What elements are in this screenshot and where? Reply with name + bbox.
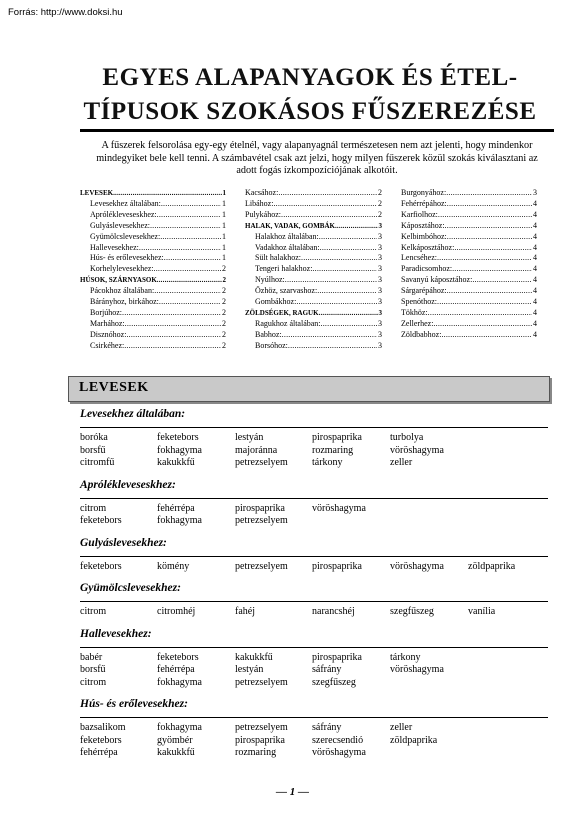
spice-item: fokhagyma [157, 444, 202, 456]
toc-page: 3 [378, 286, 382, 296]
toc-entry[interactable] [401, 286, 537, 297]
toc-label: Káposztához: [401, 220, 445, 230]
toc-chapter[interactable] [245, 308, 382, 319]
page-title-line-2: TÍPUSOK SZOKÁSOS FŰSZEREZÉSE [83, 98, 537, 125]
toc-leader [428, 308, 532, 319]
toc-page: 2 [222, 286, 226, 296]
toc-page: 4 [533, 307, 537, 317]
toc-page: 1 [222, 231, 226, 241]
toc-page: 4 [533, 297, 537, 307]
spice-item: vöröshagyma [390, 444, 444, 456]
toc-page: 4 [533, 231, 537, 241]
spice-item: kakukkfű [235, 651, 273, 663]
spice-item: majoránna [235, 444, 278, 456]
toc-page: 2 [222, 264, 226, 274]
toc-column-3 [401, 188, 537, 341]
toc-entry[interactable] [401, 264, 537, 275]
toc-entry[interactable] [245, 319, 382, 330]
toc-leader [154, 264, 221, 275]
toc-leader [454, 243, 532, 254]
toc-label: Kelbimbóhoz: [401, 231, 447, 241]
spice-item: feketebors [157, 651, 199, 663]
toc-page: 4 [533, 329, 537, 339]
spice-item: tárkony [312, 457, 343, 468]
toc-leader [320, 243, 377, 254]
spice-item: fokhagyma [157, 722, 202, 733]
spice-item: petrezselyem [235, 676, 288, 688]
spice-item: narancshéj [312, 606, 355, 617]
toc-label: Hallevesekhez: [90, 242, 139, 252]
toc-entry[interactable] [245, 243, 382, 254]
spice-item: szegfűszeg [390, 606, 434, 617]
toc-label: Vadakhoz általában: [255, 242, 320, 252]
toc-page: 3 [378, 329, 382, 339]
toc-column-2 [245, 188, 382, 352]
toc-leader [301, 253, 377, 264]
spice-item: zeller [390, 457, 413, 468]
toc-label: Korhelylevesekhez: [90, 264, 154, 274]
toc-page: 2 [378, 198, 382, 208]
spice-item: pirospaprika [312, 560, 362, 572]
toc-leader [441, 330, 532, 341]
toc-page: 4 [533, 220, 537, 230]
toc-leader [437, 253, 532, 264]
toc-label: Hús- és erőlevesekhez: [90, 253, 164, 263]
section-title: Hallevesekhez: [80, 627, 152, 640]
toc-leader [282, 330, 377, 341]
toc-label: Aprólékleveseskhez: [90, 209, 157, 219]
toc-entry[interactable] [245, 264, 382, 275]
toc-entry[interactable] [80, 232, 226, 243]
spice-item: zöldpaprika [468, 560, 516, 572]
toc-leader [157, 275, 222, 286]
toc-column-1 [80, 188, 226, 352]
toc-leader [139, 243, 221, 254]
section-title: Aprólékleveseskhez: [80, 478, 176, 491]
spice-item: citrom [80, 676, 107, 688]
toc-page: 4 [533, 286, 537, 296]
toc-entry[interactable] [245, 330, 382, 341]
toc-label: Borjúhoz: [90, 307, 122, 317]
toc-label: Gyümölcslevesekhez: [90, 231, 161, 241]
spice-item: sáfrány [312, 722, 342, 733]
toc-page: 2 [222, 297, 226, 307]
toc-label: Nyúlhoz: [255, 275, 285, 285]
toc-entry[interactable] [80, 199, 226, 210]
toc-entry[interactable] [245, 253, 382, 264]
toc-leader [273, 199, 377, 210]
toc-chapter[interactable] [80, 188, 226, 199]
chapter-title: LEVESEK [79, 380, 149, 395]
spice-item: fokhagyma [157, 676, 202, 688]
intro-paragraph: A fűszerek felsorolása egy-egy ételnél, vagy alapanyagnál természetesen nem azt jelenti, hogy mindenkor mindegyiket bele kell tenni. A számbavétel csak azt jelzi, hogy milyen fűszerek közül szokás kiválasztani az adott fogás ízkompozíciójának alkotóit. [96, 140, 538, 177]
toc-label: Paradicsomhoz: [401, 264, 453, 274]
toc-page: 2 [222, 276, 226, 285]
toc-leader [447, 232, 532, 243]
toc-leader [437, 297, 532, 308]
toc-page: 1 [222, 220, 226, 230]
spice-item: fehérrépa [157, 502, 195, 514]
spice-item: fahéj [235, 606, 255, 617]
toc-entry[interactable] [245, 286, 382, 297]
section-rule [80, 717, 548, 718]
toc-leader [312, 264, 377, 275]
toc-page: 4 [533, 318, 537, 328]
toc-label: Lencséhez: [401, 253, 437, 263]
toc-leader [438, 210, 532, 221]
toc-label: Bárányhoz, birkához: [90, 297, 159, 307]
toc-label: Borsóhoz: [255, 340, 288, 350]
toc-entry[interactable] [401, 199, 537, 210]
spice-item: citrom [80, 606, 107, 617]
spice-item: boróka [80, 432, 108, 443]
spice-item: borsfű [80, 444, 106, 456]
spice-item: kakukkfű [157, 747, 195, 758]
spice-item: lestyán [235, 432, 264, 443]
spice-item: babér [80, 651, 103, 663]
toc-page: 2 [222, 318, 226, 328]
toc-label: Karfiolhoz: [401, 209, 438, 219]
toc-page: 3 [378, 242, 382, 252]
toc-entry[interactable] [401, 319, 537, 330]
toc-leader [285, 275, 377, 286]
spice-item: bazsalikom [80, 722, 126, 733]
spice-item: citrom [80, 502, 107, 514]
toc-leader [157, 210, 221, 221]
toc-label: Fehérrépához: [401, 198, 447, 208]
toc-page: 3 [378, 308, 382, 317]
toc-leader [281, 210, 377, 221]
spice-item: petrezselyem [235, 560, 288, 572]
spice-item: pirospaprika [235, 502, 285, 514]
toc-page: 1 [222, 198, 226, 208]
toc-leader [278, 188, 377, 199]
toc-label: Zöldbabhoz: [401, 329, 442, 339]
toc-entry[interactable] [401, 210, 537, 221]
toc-label: Libához: [245, 198, 274, 208]
toc-label: Zellerhez: [401, 318, 434, 328]
toc-page: 2 [222, 329, 226, 339]
spice-item: fehérrépa [157, 664, 195, 675]
toc-leader [160, 232, 221, 243]
spice-item: vöröshagyma [312, 502, 366, 514]
toc-page: 1 [222, 189, 226, 197]
toc-entry[interactable] [80, 243, 226, 254]
spice-item: petrezselyem [235, 515, 288, 526]
section-title: Gulyáslevesekhez: [80, 536, 167, 549]
section-title: Gyümölcslevesekhez: [80, 582, 181, 594]
toc-entry[interactable] [80, 210, 226, 221]
toc-label: Ragukhoz általában: [255, 318, 321, 328]
spice-item: feketebors [157, 432, 199, 443]
toc-page: 3 [378, 264, 382, 274]
spice-item: fokhagyma [157, 515, 202, 526]
toc-page: 1 [222, 209, 226, 219]
toc-page: 4 [533, 209, 537, 219]
toc-page: 4 [533, 253, 537, 263]
spice-item: lestyán [235, 664, 264, 675]
toc-entry[interactable] [80, 253, 226, 264]
toc-leader [288, 341, 377, 352]
toc-page: 1 [222, 242, 226, 252]
toc-page: 2 [378, 209, 382, 219]
toc-leader [472, 275, 532, 286]
spice-item: rozmaring [312, 444, 354, 456]
source-link[interactable]: Forrás: http://www.doksi.hu [8, 7, 123, 18]
toc-label: Kelkáposztához: [401, 242, 455, 252]
toc-page: 4 [533, 275, 537, 285]
spice-item: turbolya [390, 432, 424, 443]
toc-page: 4 [533, 242, 537, 252]
toc-label: Sült halakhoz: [255, 253, 301, 263]
section-rule [80, 601, 548, 602]
spice-item: tárkony [390, 651, 421, 663]
section-rule [80, 556, 548, 557]
toc-page: 3 [378, 340, 382, 350]
spice-item: vöröshagyma [312, 747, 366, 758]
section-title: Hús- és erőlevesekhez: [80, 698, 188, 710]
toc-page: 3 [378, 253, 382, 263]
toc-leader [154, 286, 221, 297]
spice-item: vanília [468, 606, 496, 617]
toc-entry[interactable] [245, 199, 382, 210]
toc-entry[interactable] [401, 221, 537, 232]
toc-entry[interactable] [401, 297, 537, 308]
toc-label: Pácokhoz általában: [90, 286, 155, 296]
spice-item: citromhéj [157, 606, 196, 617]
toc-entry[interactable] [401, 275, 537, 286]
toc-page: 3 [378, 275, 382, 285]
toc-leader [122, 308, 221, 319]
toc-page: 3 [378, 231, 382, 241]
spice-item: borsfű [80, 664, 106, 675]
toc-label: Babhoz: [255, 329, 282, 339]
spice-item: vöröshagyma [390, 664, 444, 675]
toc-entry[interactable] [80, 308, 226, 319]
toc-page: 2 [222, 340, 226, 350]
toc-entry[interactable] [80, 319, 226, 330]
spice-item: fehérrépa [80, 747, 118, 758]
toc-entry[interactable] [401, 188, 537, 199]
spice-item: feketebors [80, 734, 122, 746]
toc-label: Tengeri halakhoz: [255, 264, 313, 274]
toc-leader [445, 221, 532, 232]
toc-page: 3 [533, 188, 537, 197]
toc-label: HALAK, VADAK, GOMBÁK [245, 221, 335, 230]
toc-leader [433, 319, 532, 330]
toc-leader [159, 297, 221, 308]
toc-page: 4 [533, 264, 537, 274]
spice-item: kakukkfű [157, 457, 195, 468]
toc-entry[interactable] [245, 297, 382, 308]
toc-entry[interactable] [401, 330, 537, 341]
toc-label: Kacsához: [245, 188, 279, 197]
toc-entry[interactable] [80, 286, 226, 297]
spice-item: vöröshagyma [390, 560, 444, 572]
toc-label: Halakhoz általában: [255, 231, 319, 241]
toc-label: Sárgarépához: [401, 286, 447, 296]
toc-leader [164, 253, 221, 264]
toc-label: Gulyáslevesekhez: [90, 220, 150, 230]
toc-entry[interactable] [245, 341, 382, 352]
section-rule [80, 647, 548, 648]
spice-item: petrezselyem [235, 722, 288, 733]
toc-entry[interactable] [245, 188, 382, 199]
toc-leader [447, 286, 532, 297]
toc-label: Burgonyához: [401, 188, 447, 197]
toc-chapter[interactable] [245, 221, 382, 232]
toc-leader [126, 330, 221, 341]
toc-label: LEVESEK [80, 189, 114, 197]
spice-item: feketebors [80, 560, 122, 572]
toc-page: 3 [378, 297, 382, 307]
toc-leader [113, 188, 221, 199]
spice-item: zöldpaprika [390, 734, 438, 746]
spice-item: gyömbér [157, 734, 193, 746]
toc-page: 2 [378, 188, 382, 197]
toc-leader [319, 308, 378, 319]
toc-entry[interactable] [245, 210, 382, 221]
toc-entry[interactable] [245, 232, 382, 243]
spice-item: zeller [390, 722, 413, 733]
chapter-header [68, 376, 550, 402]
toc-entry[interactable] [401, 232, 537, 243]
section-title: Levesekhez általában: [80, 408, 186, 420]
page-title-line-1: EGYES ALAPANYAGOK ÉS ÉTEL- [102, 64, 518, 91]
toc-entry[interactable] [80, 297, 226, 308]
toc-leader [296, 297, 377, 308]
toc-label: Gombákhoz: [255, 297, 297, 307]
spice-item: sáfrány [312, 664, 342, 675]
toc-label: Tökhöz: [401, 307, 428, 317]
toc-label: Marhához: [90, 318, 125, 328]
toc-leader [150, 221, 221, 232]
toc-label: Savanyú káposztához: [401, 275, 473, 285]
toc-entry[interactable] [80, 341, 226, 352]
toc-label: HÚSOK, SZÁRNYASOK [80, 276, 157, 285]
spice-item: szerecsendió [312, 734, 364, 746]
toc-entry[interactable] [401, 253, 537, 264]
toc-leader [321, 319, 377, 330]
toc-entry[interactable] [245, 275, 382, 286]
toc-page: 3 [378, 221, 382, 230]
toc-entry[interactable] [80, 221, 226, 232]
toc-label: Pulykához: [245, 209, 281, 219]
toc-label: Őzhöz, szarvashoz: [255, 286, 318, 296]
toc-label: Spenóthoz: [401, 297, 437, 307]
title-rule [80, 129, 554, 132]
toc-leader [161, 199, 221, 210]
toc-leader [317, 286, 377, 297]
toc-entry[interactable] [80, 264, 226, 275]
toc-label: ZÖLDSÉGEK, RAGUK [245, 308, 319, 317]
toc-label: Levesekhez általában: [90, 198, 161, 208]
spice-item: pirospaprika [235, 734, 285, 746]
section-rule [80, 427, 548, 428]
spice-item: petrezselyem [235, 457, 288, 468]
toc-entry[interactable] [80, 330, 226, 341]
spice-item: pirospaprika [312, 651, 362, 663]
toc-leader [125, 319, 221, 330]
toc-leader [319, 232, 377, 243]
toc-page: 2 [222, 307, 226, 317]
toc-page: 4 [533, 198, 537, 208]
spice-item: citromfű [80, 457, 115, 468]
spice-item: feketebors [80, 515, 122, 526]
section-rule [80, 498, 548, 499]
toc-leader [447, 199, 532, 210]
toc-leader [124, 341, 221, 352]
toc-leader [446, 188, 532, 199]
toc-entry[interactable] [401, 308, 537, 319]
toc-label: Csirkéhez: [90, 340, 125, 350]
toc-page: 3 [378, 318, 382, 328]
spice-item: szegfűszeg [312, 676, 356, 688]
spice-item: rozmaring [235, 747, 277, 758]
toc-label: Disznóhoz: [90, 329, 127, 339]
spice-item: kömény [157, 560, 190, 572]
toc-entry[interactable] [401, 243, 537, 254]
toc-page: 1 [222, 253, 226, 263]
toc-leader [452, 264, 532, 275]
page-number: — 1 — [276, 786, 309, 798]
toc-leader [335, 221, 378, 232]
toc-chapter[interactable] [80, 275, 226, 286]
spice-item: pirospaprika [312, 432, 362, 443]
